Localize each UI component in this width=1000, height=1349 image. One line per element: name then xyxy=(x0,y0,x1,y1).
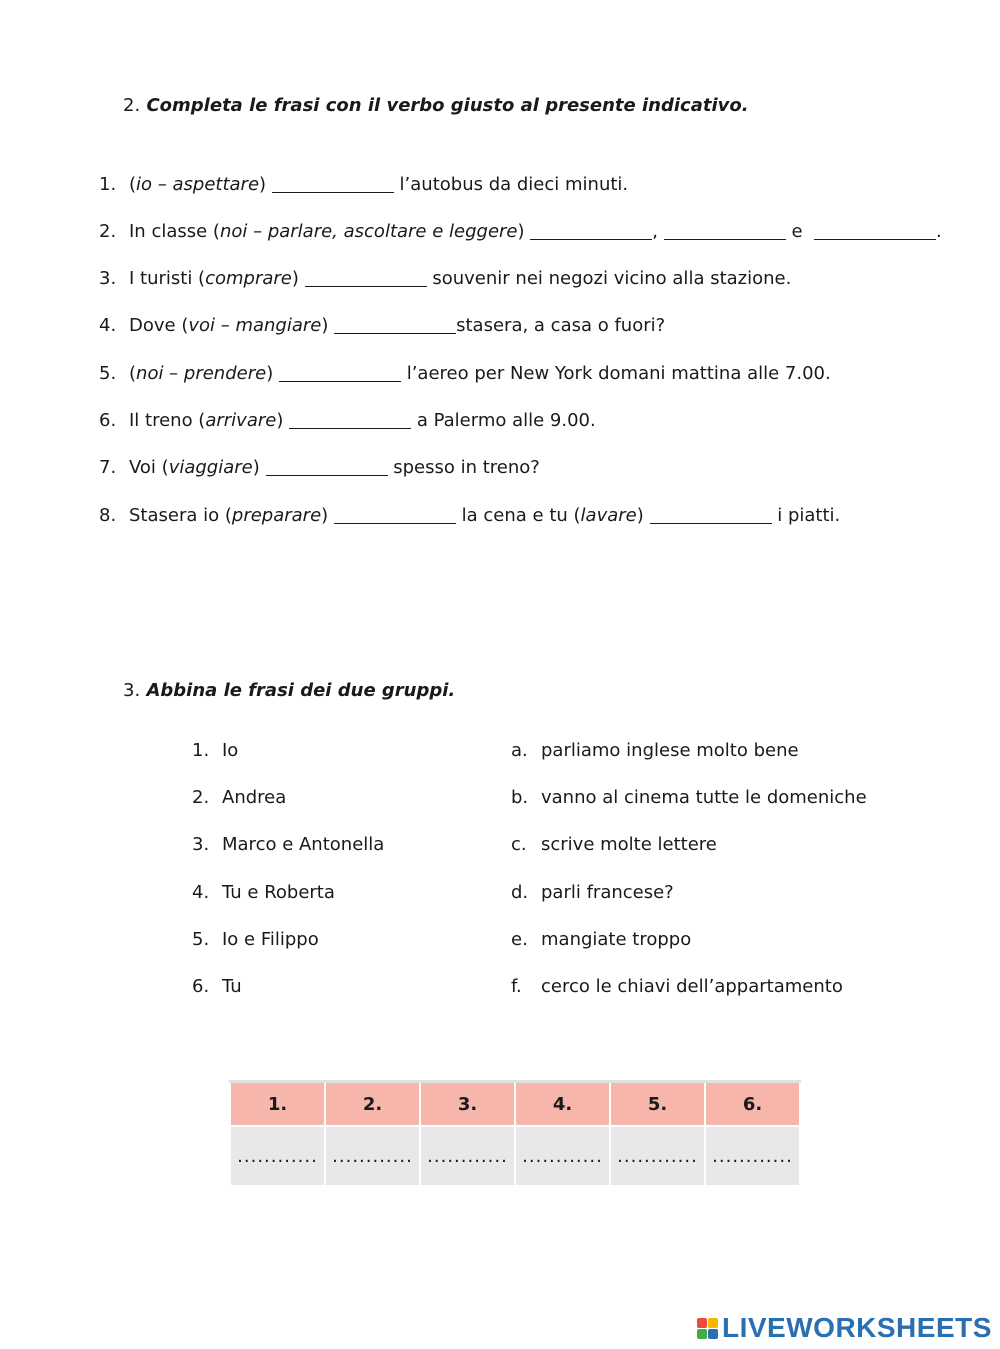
exercise-2-number: 2. xyxy=(123,95,141,116)
exercise-2-title: Completa le frasi con il verbo giusto al presente indicativo. xyxy=(146,95,749,116)
answer-cell-4[interactable]: ............ xyxy=(515,1126,610,1186)
left-item-2: 2. Andrea xyxy=(192,787,287,808)
liveworksheets-logo-icon xyxy=(697,1318,718,1339)
exercise-3-number: 3. xyxy=(123,680,141,701)
table-header-cell: 2. xyxy=(325,1082,420,1127)
answer-blank[interactable] xyxy=(530,221,652,240)
sentence-2: 2. In classe (noi – parlare, ascoltare e leggere) , e . xyxy=(99,221,942,242)
left-item-6: 6. Tu xyxy=(192,976,242,997)
table-header-cell: 5. xyxy=(610,1082,705,1127)
right-item-c: c. scrive molte lettere xyxy=(511,834,717,855)
table-header-cell: 6. xyxy=(705,1082,800,1127)
sentence-3: 3. I turisti (comprare) souvenir nei negozi vicino alla stazione. xyxy=(99,268,792,289)
answer-blank[interactable] xyxy=(650,505,772,524)
logo-text: LIVEWORKSHEETS xyxy=(722,1312,992,1343)
answer-blank[interactable] xyxy=(266,457,388,476)
right-item-a: a. parliamo inglese molto bene xyxy=(511,740,799,761)
answer-cell-1[interactable]: ............ xyxy=(230,1126,325,1186)
sentence-6: 6. Il treno (arrivare) a Palermo alle 9.00. xyxy=(99,410,596,431)
exercise-2-heading xyxy=(123,95,749,116)
sentence-7: 7. Voi (viaggiare) spesso in treno? xyxy=(99,457,540,478)
answer-table-input-row xyxy=(230,1126,800,1186)
answer-table xyxy=(229,1080,801,1187)
answer-cell-6[interactable]: ............ xyxy=(705,1126,800,1186)
answer-blank[interactable] xyxy=(289,410,411,429)
sentence-4: 4. Dove (voi – mangiare) stasera, a casa o fuori? xyxy=(99,315,666,336)
answer-blank[interactable] xyxy=(334,505,456,524)
answer-cell-2[interactable]: ............ xyxy=(325,1126,420,1186)
left-item-4: 4. Tu e Roberta xyxy=(192,882,335,903)
answer-blank[interactable] xyxy=(305,268,427,287)
table-header-cell: 3. xyxy=(420,1082,515,1127)
answer-blank[interactable] xyxy=(279,363,401,382)
left-item-3: 3. Marco e Antonella xyxy=(192,834,385,855)
answer-cell-3[interactable]: ............ xyxy=(420,1126,515,1186)
answer-blank[interactable] xyxy=(272,174,394,193)
right-item-d: d. parli francese? xyxy=(511,882,674,903)
table-header-cell: 1. xyxy=(230,1082,325,1127)
answer-blank[interactable] xyxy=(664,221,786,240)
sentence-1: 1. (io – aspettare) l’autobus da dieci minuti. xyxy=(99,174,629,195)
sentence-8: 8. Stasera io (preparare) la cena e tu (lavare) i piatti. xyxy=(99,505,841,526)
right-item-f: f. cerco le chiavi dell’appartamento xyxy=(511,976,843,997)
left-item-1: 1. Io xyxy=(192,740,239,761)
liveworksheets-logo xyxy=(697,1312,992,1344)
table-header-cell: 4. xyxy=(515,1082,610,1127)
exercise-3-title: Abbina le frasi dei due gruppi. xyxy=(146,680,456,701)
left-item-5: 5. Io e Filippo xyxy=(192,929,319,950)
sentence-5: 5. (noi – prendere) l’aereo per New York domani mattina alle 7.00. xyxy=(99,363,831,384)
right-item-b: b. vanno al cinema tutte le domeniche xyxy=(511,787,867,808)
answer-table-header-row xyxy=(230,1082,800,1127)
answer-cell-5[interactable]: ............ xyxy=(610,1126,705,1186)
answer-blank[interactable] xyxy=(814,221,936,240)
right-item-e: e. mangiate troppo xyxy=(511,929,692,950)
answer-blank[interactable] xyxy=(334,315,456,334)
exercise-3-heading xyxy=(123,680,455,701)
